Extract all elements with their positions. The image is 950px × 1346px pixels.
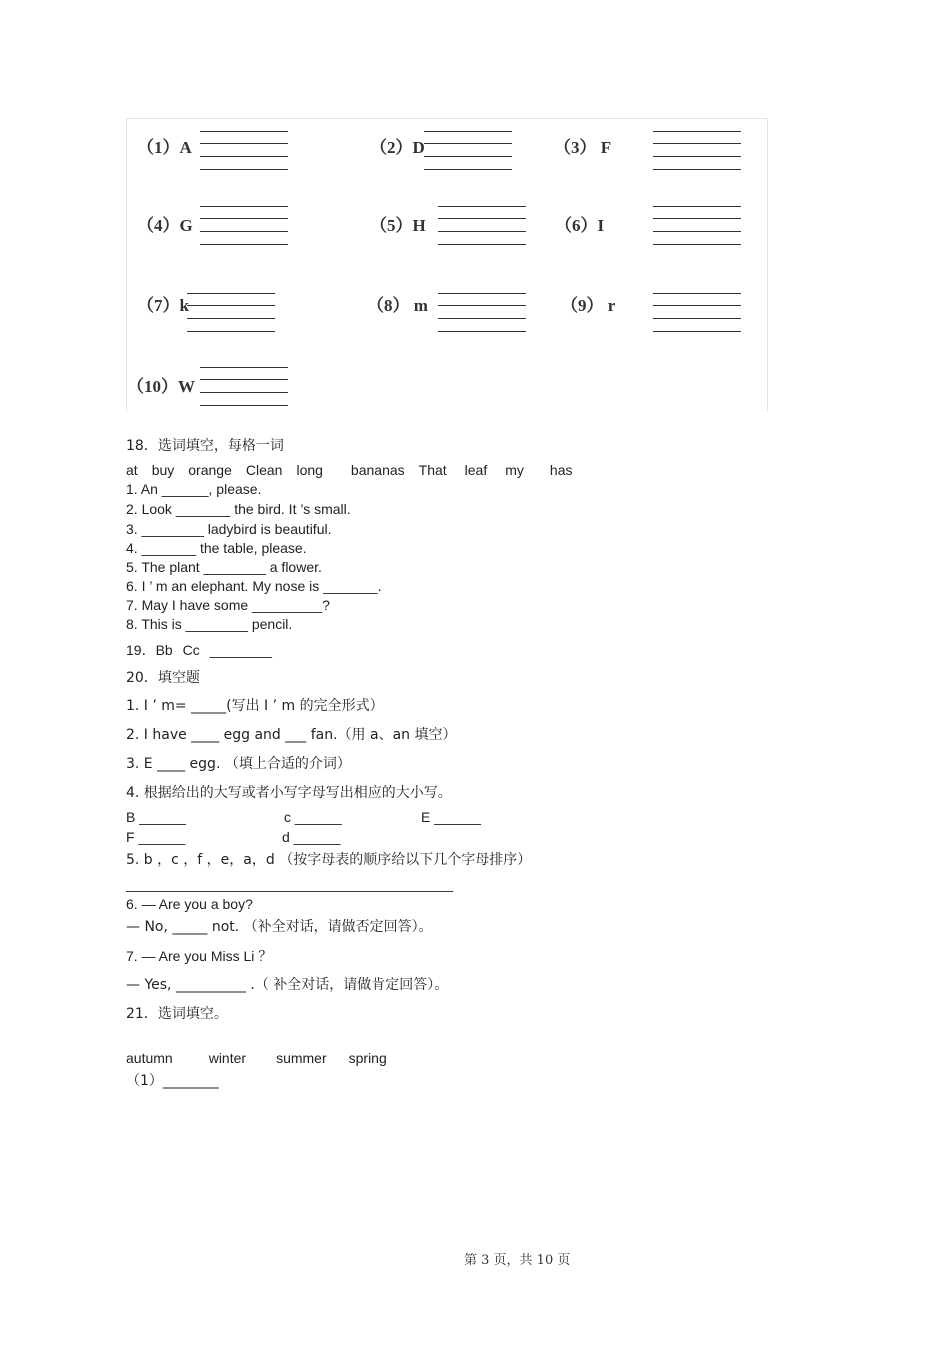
q19: 19．Bb Cc ________ [126,642,272,658]
letter-pair-c: c ______ [284,809,342,825]
q18-item-5: 5. The plant ________ a flower. [126,559,322,575]
word-bank-item: my [505,462,524,478]
writing-lines[interactable] [424,131,512,171]
q20-item-7-answer: — Yes, __________ .（ 补全对话，请做肯定回答）。 [126,977,449,993]
word-bank-item: buy [151,462,175,478]
grid-cell-label: （7）k [137,296,189,315]
grid-cell-label: （5）H [370,216,426,235]
writing-lines[interactable] [200,131,288,171]
grid-cell-label: （10）W [127,377,195,396]
letter-pair-f: F ______ [126,829,186,845]
q20-item-5-answer-line: __________________________________________ [126,876,454,892]
q20-item-3: 3. E ____ egg. （填上合适的介词） [126,756,351,772]
q20-item-1: 1. I ’ m= _____(写出 I ’ m 的完全形式） [126,698,384,714]
q20-item-6-answer: — No, _____ not. （补全对话，请做否定回答）。 [126,919,433,935]
writing-lines[interactable] [438,293,526,333]
word-bank-item: at [126,462,138,478]
q18-item-1: 1. An ______, please. [126,481,262,497]
page-number: 第 3 页，共 10 页 [464,1253,571,1268]
q20-item-4: 4. 根据给出的大写或者小写字母写出相应的大小写。 [126,785,452,801]
grid-cell-label: （3） F [554,138,612,157]
writing-lines[interactable] [438,206,526,246]
grid-cell-label: （2）D [370,138,425,157]
writing-lines[interactable] [653,206,741,246]
word-bank-item: orange [188,462,232,478]
grid-cell-label: （4）G [137,216,193,235]
q21-item-1: （1）________ [126,1073,219,1089]
q18-item-6: 6. I ’ m an elephant. My nose is _______. [126,578,382,594]
word-bank-item: spring [348,1050,387,1066]
q18-item-7: 7. May I have some _________? [126,597,330,613]
q20-item-2: 2. I have ____ egg and ___ fan.（用 a、an 填空） [126,727,457,743]
letter-pair-d: d ______ [282,829,341,845]
q18-word-bank [126,461,572,479]
word-bank-item: long [296,462,323,478]
writing-lines[interactable] [187,293,275,333]
grid-cell-label: （8） m [367,296,428,315]
word-bank-item: leaf [464,462,488,478]
letter-pair-e: E ______ [421,809,481,825]
word-bank-item: Clean [245,462,283,478]
word-bank-item: summer [276,1050,327,1066]
q21-word-bank [126,1049,387,1067]
q18-item-3: 3. ________ ladybird is beautiful. [126,521,332,537]
letter-writing-grid [126,118,768,411]
writing-lines[interactable] [200,206,288,246]
grid-cell-label: （1）A [137,138,192,157]
writing-lines[interactable] [200,367,288,407]
q18-title: 18．选词填空，每格一词 [126,438,284,454]
word-bank-item: bananas [350,462,405,478]
word-bank-item: autumn [126,1050,173,1066]
word-bank-item: That [418,462,447,478]
q20-item-5: 5. b ，c ，f ，e，a，d （按字母表的顺序给以下几个字母排序） [126,852,532,868]
q18-item-4: 4. _______ the table, please. [126,540,307,556]
letter-pair-b: B ______ [126,809,186,825]
q18-item-8: 8. This is ________ pencil. [126,616,293,632]
writing-lines[interactable] [653,131,741,171]
q20-item-7-question: 7. — Are you Miss Li ？ [126,948,273,964]
q18-item-2: 2. Look _______ the bird. It ’s small. [126,501,351,517]
grid-cell-label: （9） r [561,296,616,315]
q21-title: 21．选词填空。 [126,1006,228,1022]
q20-title: 20．填空题 [126,670,200,686]
grid-cell-label: （6）I [555,216,605,235]
word-bank-item: has [549,462,573,478]
q20-item-6-question: 6. — Are you a boy? [126,896,253,912]
writing-lines[interactable] [653,293,741,333]
word-bank-item: winter [208,1050,247,1066]
